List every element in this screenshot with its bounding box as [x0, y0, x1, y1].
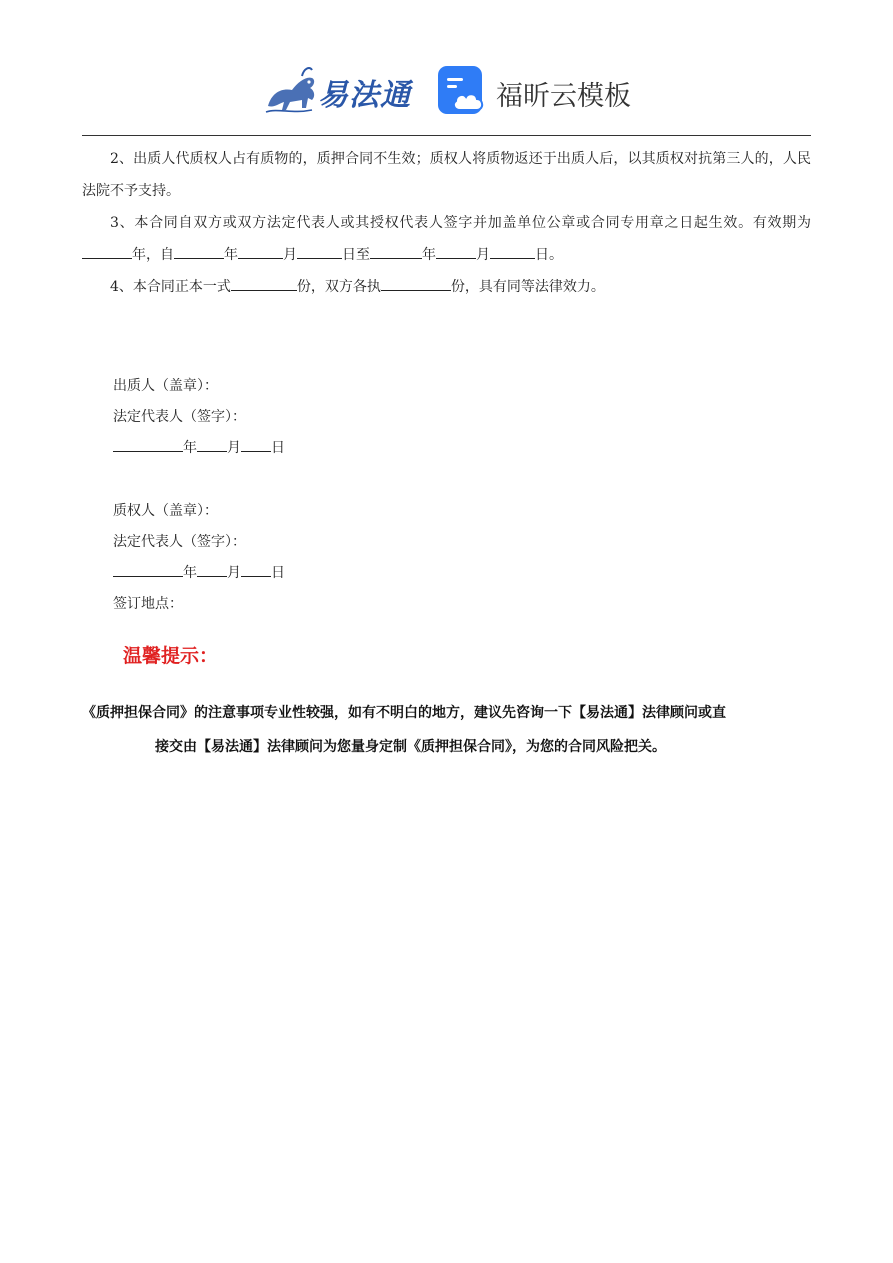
- start-day-blank: [297, 244, 342, 259]
- pledgee-date-line: 年 月 日: [82, 558, 811, 589]
- copies-blank: [231, 276, 297, 291]
- end-year-blank: [370, 244, 422, 259]
- pledgee-signature-block: [82, 496, 811, 620]
- pledgor-signature-block: [82, 371, 811, 464]
- pledgor-rep-label: 法定代表人（签字）：: [113, 409, 246, 425]
- clause-2: 2、出质人代质权人占有质物的，质押合同不生效；质权人将质物返还于出质人后，以其质权对抗第三人的，人民法院不予支持。: [82, 151, 811, 199]
- pledgee-rep-label: 法定代表人（签字）：: [113, 534, 246, 550]
- each-copies-blank: [381, 276, 451, 291]
- clause-3: 3、本合同自双方或双方法定代表人或其授权代表人签字并加盖单位公章或合同专用章之日起生效。有效期为年，自 年 月 日至 年 月 日。: [82, 207, 811, 271]
- clause-4: 4、本合同正本一式 份，双方各执 份，具有同等法律效力。: [82, 271, 811, 303]
- tip-body: [82, 696, 811, 764]
- page-header: [0, 58, 893, 124]
- pledgor-date-line: 年 月 日: [82, 433, 811, 464]
- header-divider: [82, 135, 811, 136]
- term-years-blank: [82, 244, 132, 259]
- pledgor-seal-label: 出质人（盖章）：: [113, 378, 218, 394]
- end-day-blank: [490, 244, 535, 259]
- end-month-blank: [436, 244, 476, 259]
- cloud-document-icon: [436, 64, 488, 116]
- signing-place-label: 签订地点：: [113, 596, 183, 612]
- tip-line-1: 《质押担保合同》的注意事项专业性较强，如有不明白的地方，建议先咨询一下【易法通】法律顾问或直: [82, 705, 726, 721]
- tip-line-2: 接交由【易法通】法律顾问为您量身定制《质押担保合同》，为您的合同风险把关。: [155, 739, 666, 755]
- tip-title: 温馨提示：: [123, 645, 219, 667]
- foxit-template-logo: [436, 64, 636, 120]
- start-month-blank: [238, 244, 283, 259]
- yifatong-logo-text: 易法通: [318, 78, 411, 113]
- foxit-template-logo-text: 福昕云模板: [496, 81, 631, 112]
- start-year-blank: [174, 244, 224, 259]
- pledgee-seal-label: 质权人（盖章）：: [113, 503, 218, 519]
- yifatong-logo: [262, 62, 412, 118]
- qilin-icon: [262, 62, 320, 118]
- contract-body: [82, 143, 811, 620]
